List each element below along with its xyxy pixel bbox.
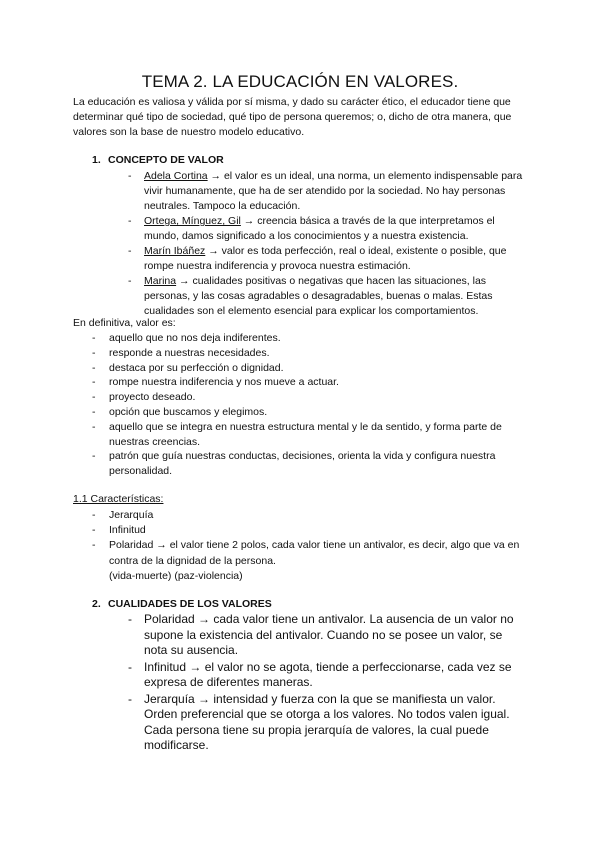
definition-item: - Ortega, Mínguez, Gil → creencia básica a través de la que interpretamos el mundo, damos significado a los conocimientos y a nuestra existencia. <box>128 215 495 242</box>
section-1-number: 1. <box>92 154 101 166</box>
list-item: - responde a nuestras necesidades. <box>92 346 270 359</box>
definition-text: → el valor es un ideal, una norma, un elemento indispensable para vivir humanamente, que ha de ser atendido por la sociedad. No hay personas neutrales. Tampoco la educación. <box>144 170 523 212</box>
definition-item: - Adela Cortina → el valor es un ideal, una norma, un elemento indispensable para vivir humanamente, que ha de ser atendido por la sociedad. No hay personas neutrales. Tampoco la educación. <box>128 170 523 212</box>
list-item: - proyecto deseado. <box>92 391 196 404</box>
qualities-list <box>128 612 528 755</box>
section-1-heading <box>92 154 224 166</box>
definition-author: Marina <box>144 275 177 287</box>
definition-text: → cualidades positivas o negativas que hacen las situaciones, las personas, y las cosas agradables o desagradables, buenas o malas. Estas cualidades son el elemento esencial para explicar los comportamientos. <box>144 275 493 317</box>
characteristics-list <box>92 508 532 584</box>
list-item: - Polaridad → el valor tiene 2 polos, cada valor tiene un antivalor, es decir, algo que va en contra de la dignidad de la persona. (vida-muerte) (paz-violencia) <box>92 539 520 582</box>
list-item: - Jerarquía → intensidad y fuerza con la que se manifiesta un valor. Orden preferencial que se otorga a los valores. No todos valen igual. Cada persona tiene su propia jerarquía de valores, la cual puede modificarse. <box>128 691 510 752</box>
list-item: - patrón que guía nuestras conductas, decisiones, orienta la vida y configura nuestra personalidad. <box>92 450 496 478</box>
definition-text: → valor es toda perfección, real o ideal, existente o posible, que rompe nuestra indiferencia y provoca nuestra estimación. <box>144 245 507 272</box>
definition-author: Marín Ibáñez <box>144 245 206 257</box>
section-1-title: CONCEPTO DE VALOR <box>108 154 224 166</box>
list-item: - Jerarquía <box>92 509 154 521</box>
list-item: - Infinitud <box>92 524 146 537</box>
intro-paragraph: La educación es valiosa y válida por sí misma, y dado su carácter ético, el educador tiene que determinar qué tipo de sociedad, qué tipo de persona queremos; o, dicho de otra manera, que valores son la base de nuestro modelo educativo. <box>73 96 512 138</box>
definition-author: Adela Cortina <box>144 170 208 182</box>
section-2-title: CUALIDADES DE LOS VALORES <box>108 598 272 610</box>
definition-item: - Marín Ibáñez → valor es toda perfección, real o ideal, existente o posible, que rompe nuestra indiferencia y provoca nuestra estimación. <box>128 245 507 272</box>
definition-author: Ortega, Mínguez, Gil <box>144 215 241 227</box>
summary-intro: En definitiva, valor es: <box>73 317 176 329</box>
definition-text: → creencia básica a través de la que interpretamos el mundo, damos significado a los conocimientos y a nuestra existencia. <box>144 215 495 242</box>
subsection-heading: 1.1 Características: <box>73 493 164 505</box>
list-item: - rompe nuestra indiferencia y nos mueve a actuar. <box>92 376 339 389</box>
section-2-number: 2. <box>92 598 101 610</box>
list-item: - Infinitud → el valor no se agota, tiende a perfeccionarse, cada vez se expresa de diferentes maneras. <box>128 659 512 689</box>
list-item: - Polaridad → cada valor tiene un antivalor. La ausencia de un valor no supone la existencia del antivalor. Cuando no se posee un valor, se nota su ausencia. <box>128 612 514 657</box>
definition-item: - Marina → cualidades positivas o negativas que hacen las situaciones, las personas, y las cosas agradables o desagradables, buenas o malas. Estas cualidades son el elemento esencial para explicar los comportamientos. <box>128 275 493 317</box>
list-item: - opción que buscamos y elegimos. <box>92 405 268 418</box>
polarity-example: (vida-muerte) (paz-violencia) <box>109 569 243 582</box>
list-item: - aquello que se integra en nuestra estructura mental y le da sentido, y forma parte de nuestras creencias. <box>92 420 502 448</box>
list-item: - destaca por su perfección o dignidad. <box>92 361 284 374</box>
section-2-heading <box>92 598 272 610</box>
page-title: TEMA 2. LA EDUCACIÓN EN VALORES. <box>141 72 459 91</box>
definitions-list <box>128 169 528 319</box>
list-item: - aquello que no nos deja indiferentes. <box>92 332 281 344</box>
summary-list <box>92 331 532 479</box>
